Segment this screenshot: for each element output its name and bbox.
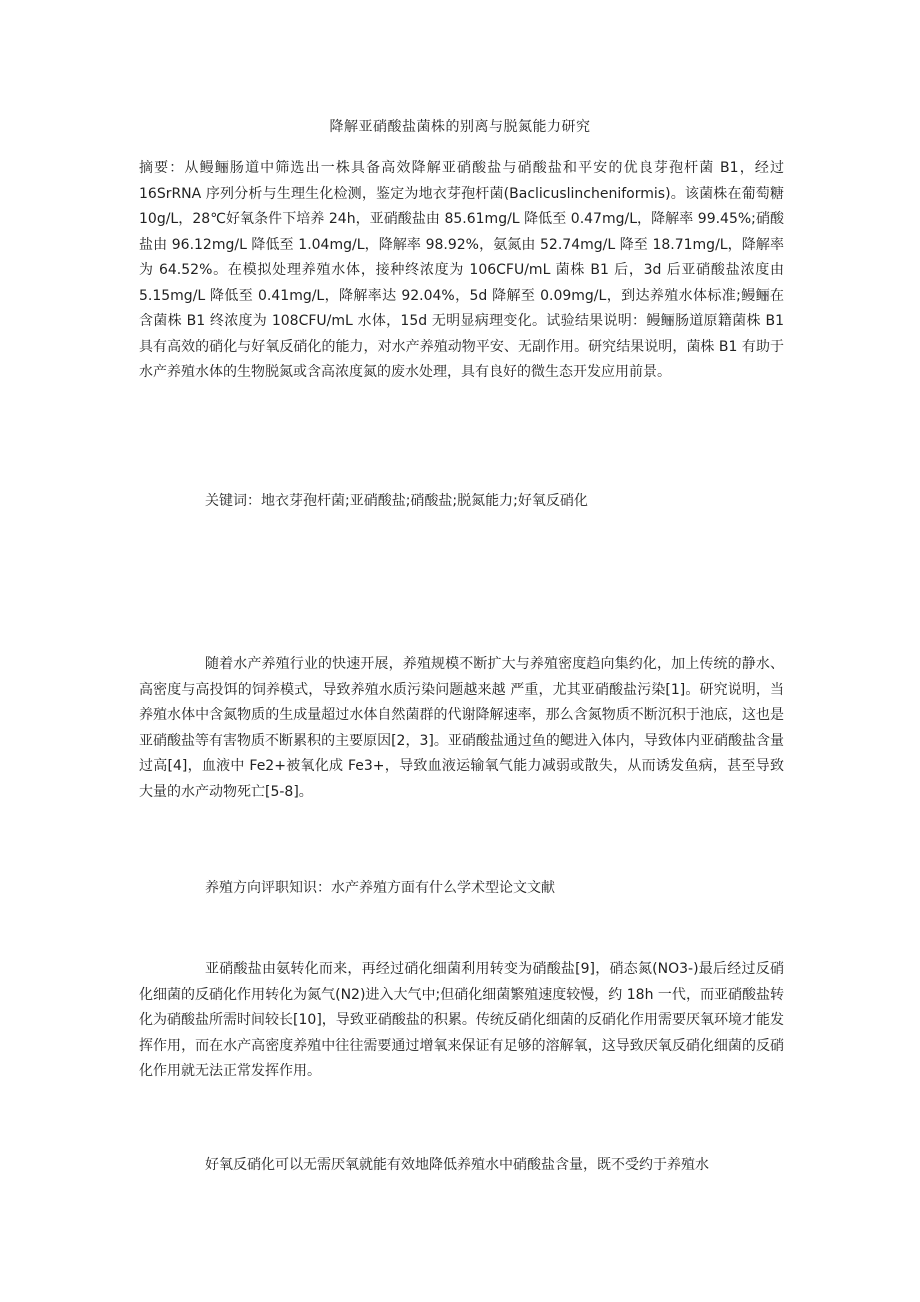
abstract-paragraph: 摘要：从鳗鲡肠道中筛选出一株具备高效降解亚硝酸盐与硝酸盐和平安的优良芽孢杆菌 B1，经过 16SrRNA 序列分析与生理生化检测，鉴定为地衣芽孢杆菌(Baclicuslincheniformis)。该菌株在葡萄糖 10g/L，28℃好氧条件下培养 24h，亚硝酸盐由 85.61mg/L 降低至 0.47mg/L，降解率 99.45%;硝酸盐由 96.12mg/L 降低至 1.04mg/L，降解率 98.92%，氨氮由 52.74mg/L 降至 18.71mg/L，降解率为 64.52%。在模拟处理养殖水体，接种终浓度为 106CFU/mL 菌株 B1 后，3d 后亚硝酸盐浓度由 5.15mg/L 降低至 0.41mg/L，降解率达 92.04%，5d 降解至 0.09mg/L，到达养殖水体标准;鳗鲡在含菌株 B1 终浓度为 108CFU/mL 水体，15d 无明显病理变化。试验结果说明：鳗鲡肠道原籍菌株 B1 具有高效的硝化与好氧反硝化的能力，对水产养殖动物平安、无副作用。研究结果说明，菌株 B1 有助于水产养殖水体的生物脱氮或含高浓度氮的废水处理，具有良好的微生态开发应用前景。 [139, 160, 784, 380]
section-note: 养殖方向评职知识：水产养殖方面有什么学术型论文文献 [205, 880, 555, 896]
document-title: 降解亚硝酸盐菌株的别离与脱氮能力研究 [329, 119, 591, 135]
body-paragraph-1: 随着水产养殖行业的快速开展，养殖规模不断扩大与养殖密度趋向集约化，加上传统的静水、高密度与高投饵的饲养模式，导致养殖水质污染问题越来越 严重，尤其亚硝酸盐污染[1]。研究说明，当养殖水体中含氮物质的生成量超过水体自然菌群的代谢降解速率，那么含氮物质不断沉积于池底，这也是亚硝酸盐等有害物质不断累积的主要原因[2，3]。亚硝酸盐通过鱼的鳃进入体内，导致体内亚硝酸盐含量过高[4]，血液中 Fe2+被氧化成 Fe3+，导致血液运输氧气能力减弱或散失，从而诱发鱼病，甚至导致大量的水产动物死亡[5-8]。 [139, 656, 784, 800]
body-paragraph-2: 亚硝酸盐由氨转化而来，再经过硝化细菌利用转变为硝酸盐[9]，硝态氮(NO3-)最后经过反硝化细菌的反硝化作用转化为氮气(N2)进入大气中;但硝化细菌繁殖速度较慢，约 18h 一代，而亚硝酸盐转化为硝酸盐所需时间较长[10]，导致亚硝酸盐的积累。传统反硝化细菌的反硝化作用需要厌氧环境才能发挥作用，而在水产高密度养殖中往往需要通过增氧来保证有足够的溶解氧，这导致厌氧反硝化细菌的反硝化作用就无法正常发挥作用。 [139, 961, 784, 1079]
keywords-line: 关键词：地衣芽孢杆菌;亚硝酸盐;硝酸盐;脱氮能力;好氧反硝化 [205, 493, 588, 509]
body-paragraph-3: 好氧反硝化可以无需厌氧就能有效地降低养殖水中硝酸盐含量，既不受约于养殖水 [205, 1157, 709, 1173]
